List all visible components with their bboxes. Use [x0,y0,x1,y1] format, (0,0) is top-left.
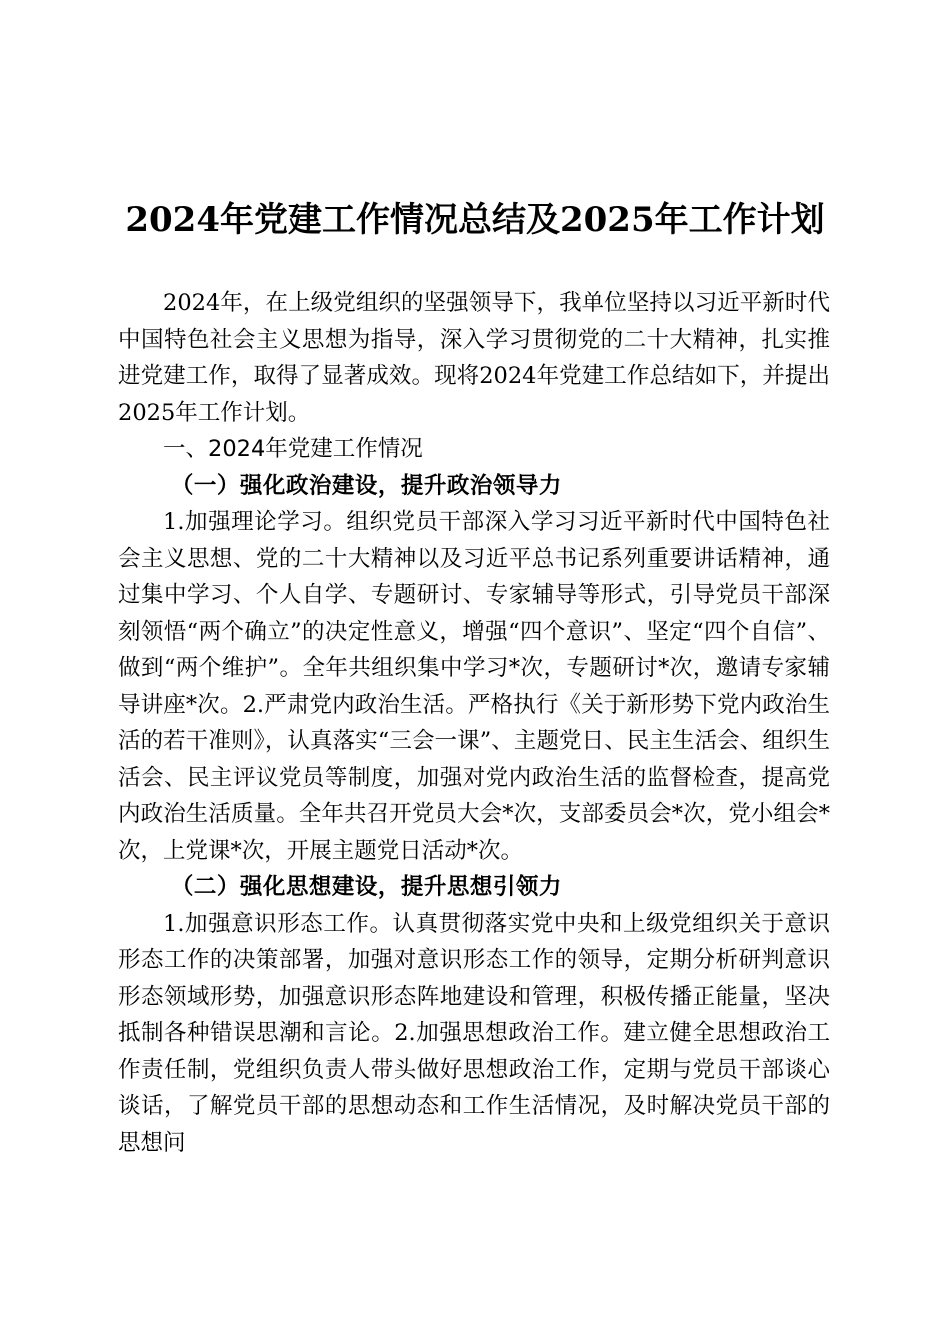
document-body [118,285,830,1161]
document-title: 2024年党建工作情况总结及2025年工作计划 [125,200,825,240]
subsection-heading-1: （一）强化政治建设，提升政治领导力 [170,472,562,499]
intro-paragraph: 2024年，在上级党组织的坚强领导下，我单位坚持以习近平新时代中国特色社会主义思想为指导，深入学习贯彻党的二十大精神，扎实推进党建工作，取得了显著成效。现将2024年党建工作总结如下，并提出2025年工作计划。 [118,290,830,426]
subsection-heading-2: （二）强化思想建设，提升思想引领力 [170,874,562,900]
subsection-1-paragraph: 1.加强理论学习。组织党员干部深入学习习近平新时代中国特色社会主义思想、党的二十大精神以及习近平总书记系列重要讲话精神，通过集中学习、个人自学、专题研讨、专家辅导等形式，引导党员干部深刻领悟“两个确立”的决定性意义，增强“四个意识”、坚定“四个自信”、做到“两个维护”。全年共组织集中学习*次，专题研讨*次，邀请专家辅导讲座*次。2.严肃党内政治生活。严格执行《关于新形势下党内政治生活的若干准则》，认真落实“三会一课”、主题党日、民主生活会、组织生活会、民主评议党员等制度，加强对党内政治生活的监督检查，提高党内政治生活质量。全年共召开党员大会*次，支部委员会*次，党小组会*次，上党课*次，开展主题党日活动*次。 [118,509,830,864]
subsection-2-paragraph: 1.加强意识形态工作。认真贯彻落实党中央和上级党组织关于意识形态工作的决策部署，加强对意识形态工作的领导，定期分析研判意识形态领域形势，加强意识形态阵地建设和管理，积极传播正能量，坚决抵制各种错误思潮和言论。2.加强思想政治工作。建立健全思想政治工作责任制，党组织负责人带头做好思想政治工作，定期与党员干部谈心谈话，了解党员干部的思想动态和工作生活情况，及时解决党员干部的思想问 [118,910,830,1156]
section-heading-1: 一、2024年党建工作情况 [163,436,423,462]
